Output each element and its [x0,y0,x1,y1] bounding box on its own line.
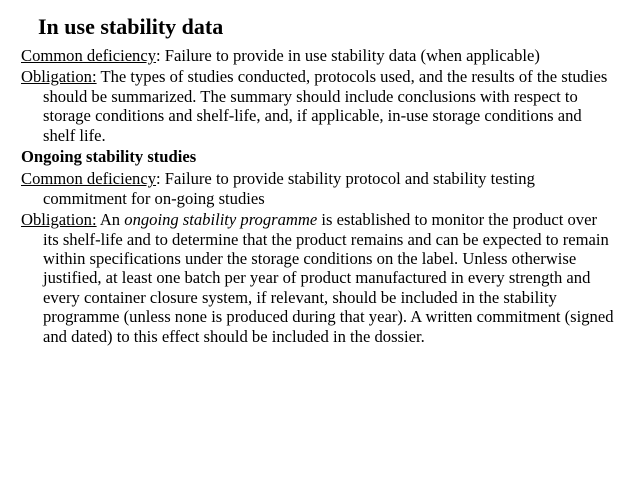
label-common-deficiency: Common deficiency [21,169,157,189]
emphasis-ongoing-stability-programme: ongoing stability programme [124,210,318,230]
paragraph-text: The types of studies conducted, protocols used, and the results of the studies should be summarized. The summary should include conclusions with respect to storage conditions and shelf-life, and, if applicable, in-use storage conditions and shelf life. [43,67,608,145]
slide-body [21,46,616,348]
label-obligation: Obligation: [21,67,97,87]
slide-title: In use stability data [38,14,224,39]
paragraph-text: : Failure to provide in use stability data (when applicable) [156,46,540,65]
paragraph-text: is established to monitor the product over its shelf-life and to determine that the product remains and can be expected to remain within specifications under the storage conditions on the label. Unless otherwise justified, at least one batch per year of product manufactured in every strength and every container closure system, if relevant, should be included in the stability programme (unless none is produced during that year). A written commitment (signed and dated) to this effect should be included in the dossier. [43,210,614,346]
paragraph-common-deficiency-2 [21,169,616,208]
section-heading-ongoing-stability: Ongoing stability studies [21,147,197,167]
paragraph-text: : Failure to provide stability protocol and stability testing commitment for on-going studies [43,169,535,208]
paragraph-obligation-1 [21,67,616,145]
label-common-deficiency: Common deficiency [21,46,157,65]
paragraph-obligation-2 [21,210,616,346]
paragraph-text-pre: An [96,210,125,230]
label-obligation: Obligation: [21,210,97,230]
paragraph-common-deficiency-1 [21,46,616,65]
